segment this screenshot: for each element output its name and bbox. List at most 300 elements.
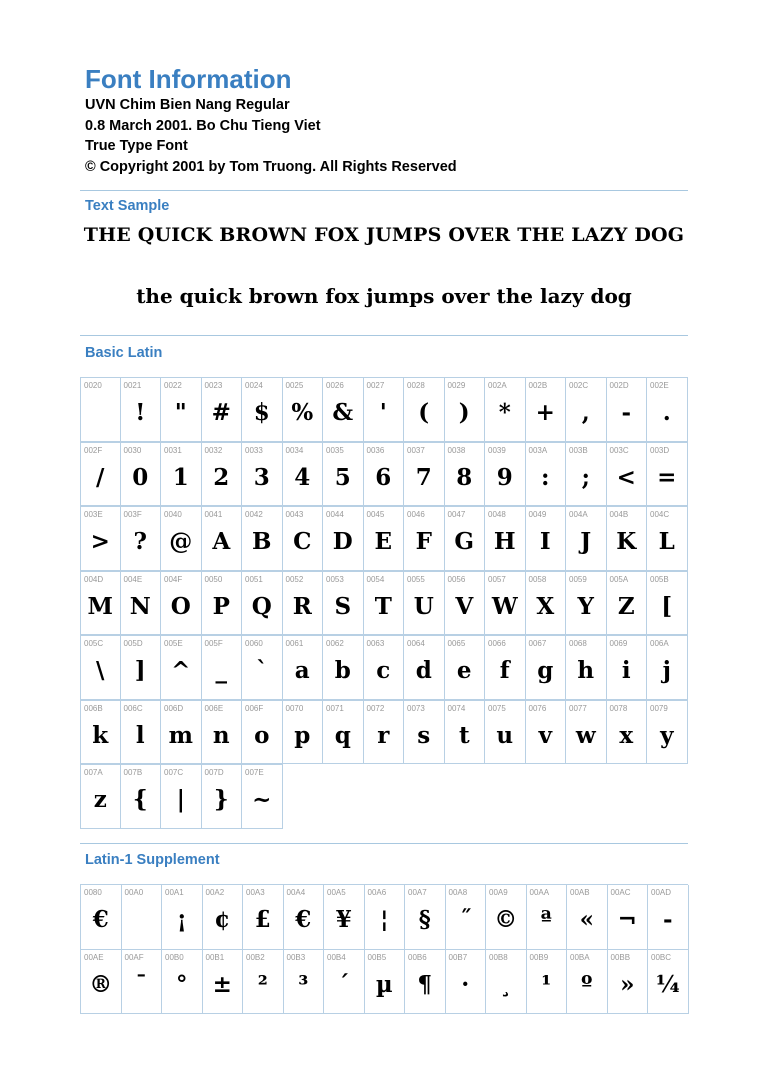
glyph-char: b xyxy=(334,657,351,684)
glyph-cell xyxy=(162,950,203,1015)
codepoint-label: 0068 xyxy=(569,639,587,648)
glyph-cell xyxy=(364,571,405,636)
glyph-char: L xyxy=(658,528,675,555)
glyph-char: Y xyxy=(577,592,594,620)
glyph-cell xyxy=(80,700,121,765)
glyph-cell xyxy=(121,700,162,765)
glyph-char: € xyxy=(295,906,312,933)
glyph-char: 5 xyxy=(334,463,351,491)
codepoint-label: 0060 xyxy=(245,639,263,648)
glyph-char: P xyxy=(212,592,230,620)
glyph-cell xyxy=(161,764,202,829)
codepoint-label: 00A3 xyxy=(246,888,265,897)
glyph-cell xyxy=(80,377,121,442)
codepoint-label: 002A xyxy=(488,381,507,390)
glyph-cell xyxy=(445,442,486,507)
glyph-char: K xyxy=(616,528,637,555)
codepoint-label: 006E xyxy=(204,703,224,713)
glyph-char: ¼ xyxy=(655,970,680,998)
codepoint-label: 00AF xyxy=(124,952,144,962)
glyph-cell xyxy=(80,442,121,507)
glyph-char: R xyxy=(292,592,312,620)
glyph-cell xyxy=(364,635,405,700)
codepoint-label: 0063 xyxy=(366,639,385,648)
glyph-char: ! xyxy=(135,399,146,426)
glyph-char: p xyxy=(294,721,311,749)
codepoint-label: 0045 xyxy=(366,510,385,519)
glyph-char: ( xyxy=(418,399,430,426)
codepoint-label: 00B6 xyxy=(408,952,427,962)
glyph-char: B xyxy=(252,528,272,555)
glyph-cell xyxy=(364,442,405,507)
glyph-cell xyxy=(526,377,567,442)
glyph-char: { xyxy=(132,786,148,813)
codepoint-label: 00BC xyxy=(651,952,672,962)
glyph-cell xyxy=(365,885,406,950)
glyph-cell xyxy=(161,635,202,700)
sample-lowercase: the quick brown fox jumps over the lazy dog xyxy=(136,284,632,308)
codepoint-label: 0069 xyxy=(609,639,628,648)
divider xyxy=(80,843,688,844)
font-copyright: © Copyright 2001 by Tom Truong. All Rights Reserved xyxy=(85,158,457,175)
codepoint-label: 006B xyxy=(84,703,103,713)
codepoint-label: 0036 xyxy=(366,445,385,455)
glyph-cell xyxy=(566,635,607,700)
glyph-cell xyxy=(242,377,283,442)
codepoint-label: 0030 xyxy=(123,445,142,455)
codepoint-label: 0062 xyxy=(326,639,344,648)
codepoint-label: 0051 xyxy=(245,574,263,584)
glyph-cell xyxy=(81,950,122,1015)
glyph-cell xyxy=(404,571,445,636)
codepoint-label: 0041 xyxy=(204,510,223,519)
codepoint-label: 005C xyxy=(84,639,104,648)
glyph-char: ¹ xyxy=(541,970,552,998)
sample-uppercase: THE QUICK BROWN FOX JUMPS OVER THE LAZY DOG xyxy=(83,224,685,246)
glyph-char: x xyxy=(619,721,634,749)
codepoint-label: 0043 xyxy=(285,510,304,519)
codepoint-label: 0037 xyxy=(407,445,425,455)
glyph-cell xyxy=(121,442,162,507)
glyph-char: N xyxy=(129,592,151,620)
glyph-cell xyxy=(161,506,202,571)
text-sample-heading: Text Sample xyxy=(85,198,170,214)
glyph-cell xyxy=(485,571,526,636)
codepoint-label: 007A xyxy=(84,768,103,777)
codepoint-label: 002C xyxy=(569,381,589,390)
glyph-char: | xyxy=(176,786,185,813)
codepoint-label: 0049 xyxy=(528,510,547,519)
glyph-cell xyxy=(122,950,163,1015)
glyph-cell xyxy=(607,377,648,442)
codepoint-label: 0054 xyxy=(366,574,385,584)
glyph-cell xyxy=(202,377,243,442)
codepoint-label: 003D xyxy=(650,445,670,455)
glyph-cell xyxy=(80,764,121,829)
codepoint-label: 0022 xyxy=(164,381,182,390)
glyph-cell xyxy=(121,571,162,636)
codepoint-label: 0032 xyxy=(204,445,223,455)
glyph-char: @ xyxy=(169,528,193,555)
glyph-cell xyxy=(161,442,202,507)
glyph-cell xyxy=(203,950,244,1015)
glyph-cell xyxy=(203,885,244,950)
glyph-cell xyxy=(445,700,486,765)
glyph-char: 1 xyxy=(172,463,189,491)
codepoint-label: 0056 xyxy=(447,574,466,584)
glyph-char: ) xyxy=(458,399,470,426)
codepoint-label: 0027 xyxy=(366,381,385,390)
codepoint-label: 00B4 xyxy=(327,952,346,962)
glyph-cell xyxy=(202,764,243,829)
codepoint-label: 003C xyxy=(609,445,629,455)
glyph-cell xyxy=(526,635,567,700)
glyph-char: € xyxy=(92,906,109,933)
codepoint-label: 0047 xyxy=(447,510,466,519)
glyph-cell xyxy=(404,635,445,700)
glyph-cell xyxy=(526,571,567,636)
glyph-char: ] xyxy=(134,657,146,684)
glyph-cell xyxy=(121,377,162,442)
glyph-char: « xyxy=(579,906,594,933)
glyph-cell xyxy=(647,377,688,442)
glyph-char: . xyxy=(662,399,671,426)
glyph-char: j xyxy=(662,657,671,684)
glyph-char: h xyxy=(577,657,595,684)
codepoint-label: 0073 xyxy=(407,703,425,713)
glyph-cell xyxy=(242,442,283,507)
codepoint-label: 0044 xyxy=(326,510,344,519)
glyph-cell xyxy=(647,635,688,700)
glyph-cell xyxy=(486,885,527,950)
glyph-cell xyxy=(445,506,486,571)
glyph-char: k xyxy=(92,721,109,749)
codepoint-label: 00B8 xyxy=(489,952,508,962)
glyph-char: M xyxy=(87,592,113,620)
codepoint-label: 006A xyxy=(650,639,669,648)
glyph-char: J xyxy=(580,528,592,555)
glyph-cell xyxy=(445,377,486,442)
glyph-cell xyxy=(405,885,446,950)
glyph-cell xyxy=(567,950,608,1015)
glyph-char: ³ xyxy=(298,970,309,998)
glyph-char: ¯ xyxy=(135,970,147,998)
codepoint-label: 0058 xyxy=(528,574,547,584)
codepoint-label: 0072 xyxy=(366,703,385,713)
glyph-char: - xyxy=(662,906,673,933)
glyph-char: H xyxy=(493,528,516,555)
codepoint-label: 0076 xyxy=(528,703,547,713)
glyph-cell xyxy=(121,635,162,700)
glyph-cell xyxy=(283,700,324,765)
glyph-char: s xyxy=(417,721,431,749)
codepoint-label: 00B3 xyxy=(286,952,306,962)
glyph-cell xyxy=(405,950,446,1015)
glyph-char: ¢ xyxy=(214,906,231,933)
codepoint-label: 0080 xyxy=(84,888,102,897)
glyph-cell xyxy=(202,571,243,636)
glyph-char: ; xyxy=(581,463,590,491)
codepoint-label: 007B xyxy=(123,768,143,777)
glyph-char: < xyxy=(616,463,636,491)
glyph-char: ¬ xyxy=(617,906,637,933)
codepoint-label: 00A4 xyxy=(286,888,306,897)
glyph-char: 8 xyxy=(456,463,473,491)
glyph-cell xyxy=(647,571,688,636)
codepoint-label: 0065 xyxy=(447,639,466,648)
glyph-cell xyxy=(446,950,487,1015)
glyph-cell xyxy=(80,635,121,700)
codepoint-label: 004A xyxy=(569,510,588,519)
codepoint-label: 003B xyxy=(569,445,588,455)
codepoint-label: 002B xyxy=(528,381,548,390)
codepoint-label: 0077 xyxy=(569,703,587,713)
glyph-cell xyxy=(608,950,649,1015)
glyph-cell xyxy=(323,377,364,442)
codepoint-label: 0024 xyxy=(245,381,263,390)
codepoint-label: 006D xyxy=(164,703,184,713)
codepoint-label: 00AB xyxy=(570,888,590,897)
glyph-cell xyxy=(607,571,648,636)
codepoint-label: 005B xyxy=(650,574,669,584)
glyph-char: ´ xyxy=(338,970,350,998)
glyph-char: F xyxy=(415,528,432,555)
codepoint-label: 003E xyxy=(84,510,103,519)
glyph-cell xyxy=(242,635,283,700)
glyph-char: · xyxy=(461,970,470,998)
glyph-char: ^ xyxy=(171,657,191,684)
codepoint-label: 00A1 xyxy=(165,888,184,897)
glyph-cell xyxy=(404,377,445,442)
codepoint-label: 004B xyxy=(609,510,629,519)
glyph-char: O xyxy=(170,592,191,620)
codepoint-label: 00A6 xyxy=(367,888,387,897)
glyph-cell xyxy=(526,506,567,571)
codepoint-label: 00A8 xyxy=(448,888,468,897)
glyph-cell xyxy=(648,885,689,950)
glyph-cell xyxy=(242,700,283,765)
codepoint-label: 0048 xyxy=(488,510,506,519)
glyph-char: > xyxy=(90,528,110,555)
glyph-cell xyxy=(485,700,526,765)
glyph-cell xyxy=(283,442,324,507)
glyph-char: C xyxy=(293,528,312,555)
glyph-char: ¡ xyxy=(176,906,187,933)
codepoint-label: 00B5 xyxy=(367,952,387,962)
codepoint-label: 0039 xyxy=(488,445,506,455)
glyph-char: $ xyxy=(253,399,270,426)
glyph-char: a xyxy=(294,657,310,684)
glyph-cell xyxy=(243,885,284,950)
glyph-char: ¶ xyxy=(417,970,433,998)
font-version: 0.8 March 2001. Bo Chu Tieng Viet xyxy=(85,117,321,134)
glyph-char: Z xyxy=(617,592,635,620)
codepoint-label: 0061 xyxy=(285,639,304,648)
codepoint-label: 0040 xyxy=(164,510,182,519)
glyph-cell xyxy=(81,885,122,950)
codepoint-label: 00B7 xyxy=(448,952,468,962)
latin1-supplement-heading: Latin-1 Supplement xyxy=(85,852,220,868)
glyph-char: I xyxy=(539,528,551,555)
glyph-cell xyxy=(567,885,608,950)
codepoint-label: 0074 xyxy=(447,703,466,713)
glyph-cell xyxy=(283,506,324,571)
glyph-char: S xyxy=(334,592,352,620)
glyph-char: & xyxy=(332,399,354,426)
divider xyxy=(80,335,688,336)
glyph-cell xyxy=(324,885,365,950)
glyph-char: ² xyxy=(257,970,268,998)
codepoint-label: 0046 xyxy=(407,510,425,519)
codepoint-label: 0038 xyxy=(447,445,466,455)
glyph-cell xyxy=(486,950,527,1015)
glyph-char: µ xyxy=(375,970,393,998)
font-type: True Type Font xyxy=(85,138,188,154)
codepoint-label: 0079 xyxy=(650,703,668,713)
glyph-char: 9 xyxy=(496,463,513,491)
codepoint-label: 00AD xyxy=(651,888,672,897)
glyph-char: ¥ xyxy=(335,906,352,933)
codepoint-label: 004E xyxy=(123,574,143,584)
glyph-cell xyxy=(365,950,406,1015)
font-name: UVN Chim Bien Nang Regular xyxy=(85,97,290,113)
basic-latin-heading: Basic Latin xyxy=(85,345,163,361)
codepoint-label: 006C xyxy=(123,703,143,713)
codepoint-label: 0029 xyxy=(447,381,466,390)
codepoint-label: 002F xyxy=(84,445,103,455)
codepoint-label: 002E xyxy=(650,381,669,390)
codepoint-label: 0052 xyxy=(285,574,304,584)
glyph-cell xyxy=(284,950,325,1015)
glyph-char: " xyxy=(174,399,187,426)
codepoint-label: 005A xyxy=(609,574,629,584)
glyph-char: 2 xyxy=(213,463,230,491)
glyph-cell xyxy=(446,885,487,950)
glyph-cell xyxy=(404,700,445,765)
glyph-char: ¦ xyxy=(380,906,389,933)
glyph-char: : xyxy=(541,463,550,491)
codepoint-label: 0055 xyxy=(407,574,425,584)
glyph-char: } xyxy=(213,786,229,813)
codepoint-label: 003A xyxy=(528,445,548,455)
glyph-char: 7 xyxy=(415,463,432,491)
codepoint-label: 005F xyxy=(204,639,223,648)
glyph-cell xyxy=(364,377,405,442)
glyph-char: [ xyxy=(661,592,673,620)
glyph-cell xyxy=(161,377,202,442)
glyph-char: U xyxy=(413,592,434,620)
glyph-cell xyxy=(485,635,526,700)
glyph-char: e xyxy=(456,657,472,684)
codepoint-label: 005E xyxy=(164,639,183,648)
glyph-char: 4 xyxy=(294,463,311,491)
glyph-cell xyxy=(526,442,567,507)
codepoint-label: 0070 xyxy=(285,703,304,713)
glyph-char: * xyxy=(498,399,511,426)
glyph-char: 0 xyxy=(132,463,149,491)
glyph-char: w xyxy=(575,721,596,749)
glyph-cell xyxy=(647,442,688,507)
glyph-cell xyxy=(566,700,607,765)
glyph-cell xyxy=(323,635,364,700)
glyph-char: V xyxy=(455,592,474,620)
glyph-cell xyxy=(162,885,203,950)
codepoint-label: 0033 xyxy=(245,445,263,455)
glyph-cell xyxy=(323,700,364,765)
glyph-char: ~ xyxy=(252,786,272,813)
glyph-cell xyxy=(445,635,486,700)
glyph-cell xyxy=(485,377,526,442)
glyph-cell xyxy=(243,950,284,1015)
glyph-cell xyxy=(121,764,162,829)
glyph-cell xyxy=(648,950,689,1015)
codepoint-label: 00A2 xyxy=(205,888,225,897)
glyph-char: y xyxy=(660,721,674,749)
codepoint-label: 00BA xyxy=(570,952,590,962)
glyph-cell xyxy=(566,506,607,571)
glyph-char: A xyxy=(212,528,231,555)
glyph-char: § xyxy=(418,906,431,933)
glyph-cell xyxy=(242,571,283,636)
glyph-cell xyxy=(242,764,283,829)
glyph-cell xyxy=(323,442,364,507)
codepoint-label: 0071 xyxy=(326,703,344,713)
codepoint-label: 00AC xyxy=(610,888,631,897)
glyph-char: ª xyxy=(540,906,552,933)
codepoint-label: 0023 xyxy=(204,381,223,390)
glyph-cell xyxy=(608,885,649,950)
glyph-cell xyxy=(202,635,243,700)
glyph-char: _ xyxy=(215,657,227,684)
glyph-cell xyxy=(566,377,607,442)
glyph-cell xyxy=(566,442,607,507)
glyph-char: ` xyxy=(256,657,268,684)
glyph-char: r xyxy=(377,721,390,749)
glyph-cell xyxy=(283,571,324,636)
glyph-char: ˝ xyxy=(459,906,471,933)
page-title: Font Information xyxy=(85,64,292,94)
glyph-cell xyxy=(566,571,607,636)
divider xyxy=(80,190,688,191)
glyph-char: 6 xyxy=(375,463,392,491)
codepoint-label: 00B0 xyxy=(165,952,184,962)
glyph-char: # xyxy=(211,399,231,426)
codepoint-label: 00B9 xyxy=(529,952,549,962)
glyph-char: + xyxy=(535,399,555,426)
glyph-cell xyxy=(323,571,364,636)
glyph-char: v xyxy=(538,721,552,749)
glyph-char: 3 xyxy=(253,463,270,491)
codepoint-label: 0020 xyxy=(84,381,102,390)
codepoint-label: 007D xyxy=(204,768,224,777)
codepoint-label: 00A5 xyxy=(327,888,346,897)
glyph-char: ' xyxy=(379,399,387,426)
glyph-char: / xyxy=(96,463,105,491)
glyph-cell xyxy=(283,635,324,700)
glyph-cell xyxy=(647,700,688,765)
glyph-cell xyxy=(202,700,243,765)
codepoint-label: 0021 xyxy=(123,381,142,390)
basic-latin-grid xyxy=(80,377,687,829)
codepoint-label: 00AA xyxy=(529,888,550,897)
codepoint-label: 007E xyxy=(245,768,264,777)
codepoint-label: 00BB xyxy=(610,952,631,962)
glyph-cell xyxy=(527,950,568,1015)
glyph-char: D xyxy=(332,528,353,555)
glyph-char: % xyxy=(291,399,314,426)
glyph-char: z xyxy=(93,786,107,813)
latin1-supplement-grid xyxy=(80,884,688,1014)
